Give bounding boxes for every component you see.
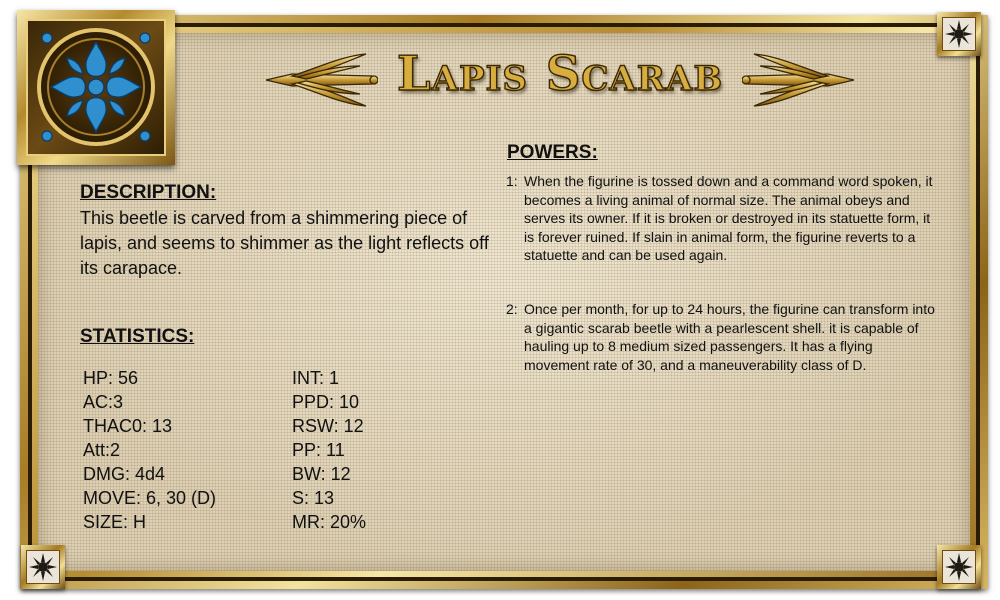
stat-mr: MR: 20% [292, 512, 367, 532]
title-banner [262, 40, 858, 120]
stat-rsw: RSW: 12 [292, 416, 364, 436]
stat-pp: PP: 11 [292, 440, 345, 460]
fleur-flourish-icon [742, 50, 858, 110]
description-heading: DESCRIPTION: [80, 182, 217, 203]
power-text: When the figurine is tossed down and a command word spoken, it becomes a living animal of normal size. The animal obeys and serves its owner. If it is broken or destroyed in its statuette form, it is forever ruined. If slain in animal form, the figurine reverts to a statuette and can be used again. [524, 173, 933, 263]
sun-rosette-icon [21, 545, 65, 589]
stat-att: Att:2 [83, 440, 121, 460]
statistics-right-column [292, 366, 366, 534]
stat-s: S: 13 [292, 488, 335, 508]
stat-size: SIZE: H [83, 512, 147, 532]
stat-thac0: THAC0: 13 [83, 416, 173, 436]
stat-hp: HP: 56 [83, 368, 139, 388]
power-number: 1: [506, 173, 518, 189]
card-title: Lapis Scarab [396, 46, 724, 102]
statistics-heading: STATISTICS: [80, 326, 195, 347]
power-number: 2: [506, 301, 518, 317]
description-text: This beetle is carved from a shimmering piece of lapis, and seems to shimmer as the light reflects off its carapace. [80, 208, 489, 278]
statistics-left-column [83, 366, 216, 534]
stat-move: MOVE: 6, 30 (D) [83, 488, 217, 508]
stat-ac: AC:3 [83, 392, 124, 412]
stat-dmg: DMG: 4d4 [83, 464, 166, 484]
lapis-cross-emblem-icon [17, 10, 175, 165]
fleur-flourish-icon [262, 50, 378, 110]
power-text: Once per month, for up to 24 hours, the figurine can transform into a gigantic scarab beetle with a pearlescent shell. it is capable of hauling up to 8 medium sized passengers. It has a flying movement rate of 30, and a maneuverability class of D. [524, 301, 935, 373]
sun-rosette-icon [937, 12, 981, 56]
power-item [506, 300, 936, 374]
stat-ppd: PPD: 10 [292, 392, 360, 412]
stat-bw: BW: 12 [292, 464, 351, 484]
powers-heading: POWERS: [507, 142, 598, 163]
stat-int: INT: 1 [292, 368, 340, 388]
sun-rosette-icon [937, 545, 981, 589]
power-item [506, 172, 936, 265]
